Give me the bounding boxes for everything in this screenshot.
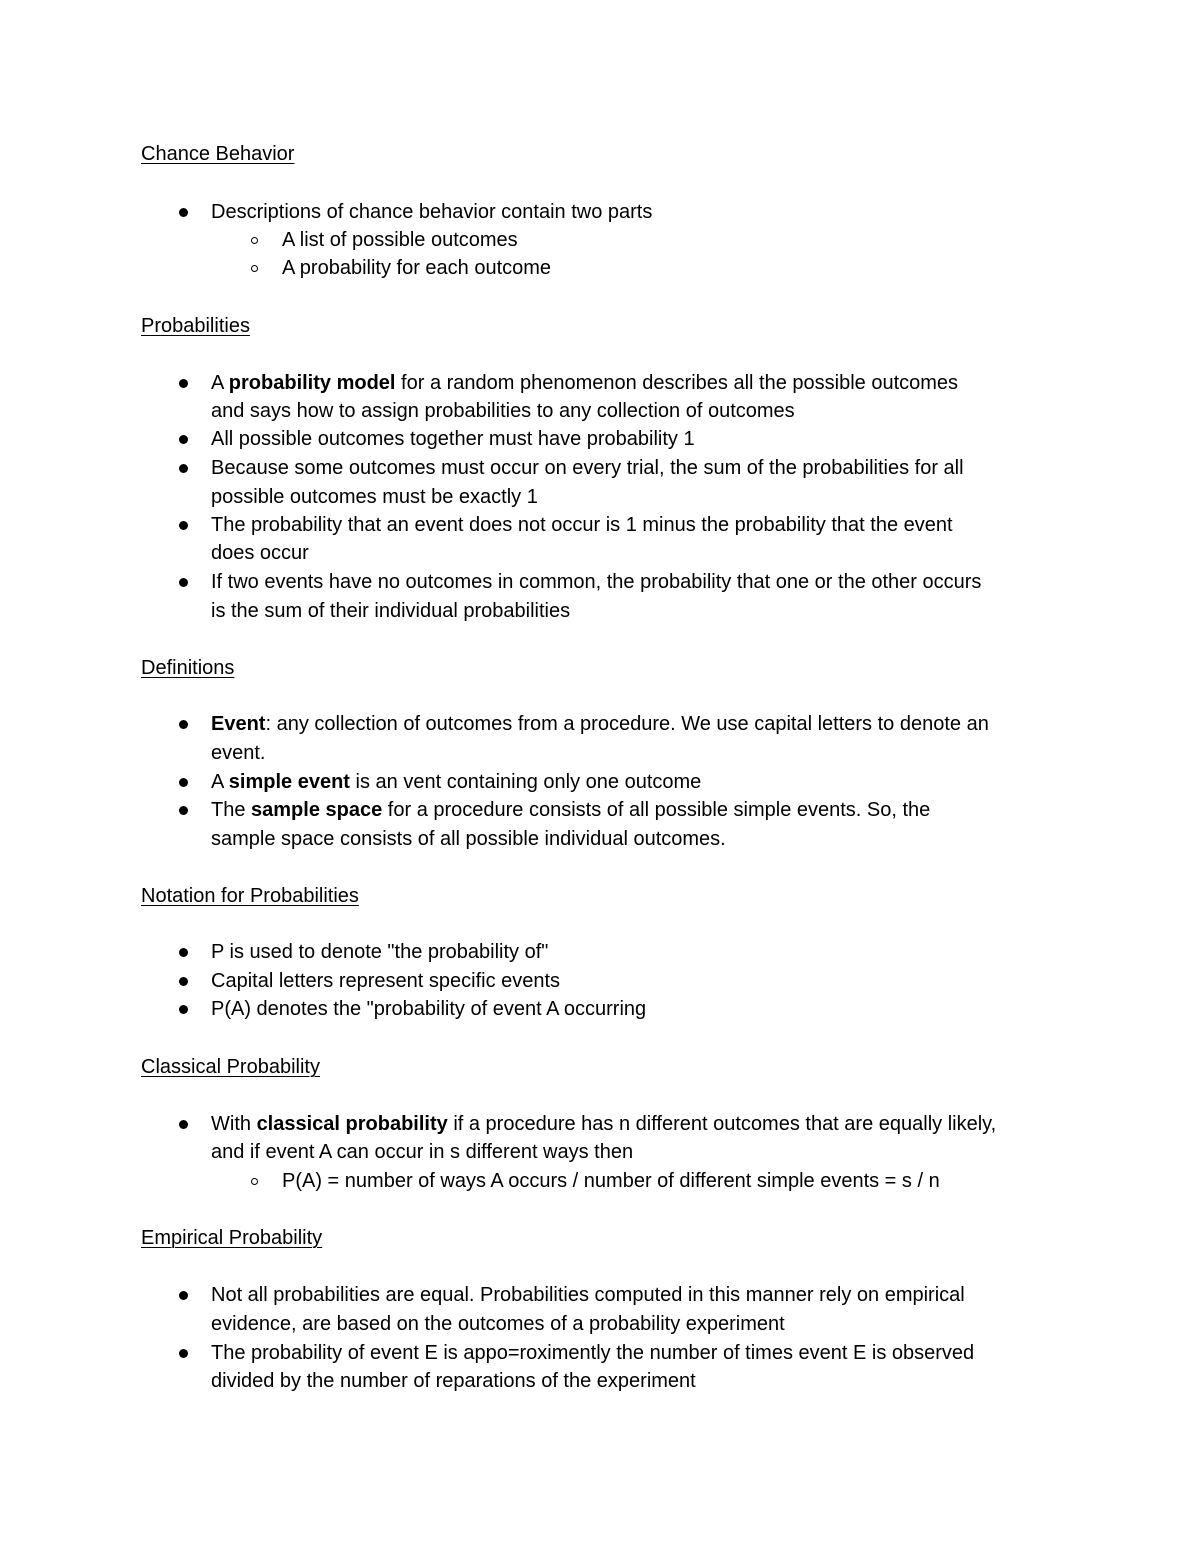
list-item: The probability of event E is appo=roximently the number of times event E is observed [211, 1342, 975, 1364]
bullet-disc-icon [179, 379, 188, 388]
inline-text: : any collection of outcomes from a procedure. We use capital letters to denote an [265, 713, 989, 735]
section-heading-definitions: Definitions [141, 657, 235, 679]
list-item: Capital letters represent specific events [211, 970, 561, 992]
bullet-disc-icon [179, 948, 188, 957]
inline-text: for a procedure consists of all possible simple events. So, the [382, 799, 931, 821]
bullet-disc-icon [179, 720, 188, 729]
bullet-disc-icon [179, 464, 188, 473]
list-item-continuation: possible outcomes must be exactly 1 [211, 486, 538, 508]
list-item [211, 796, 930, 824]
list-item [211, 710, 989, 738]
list-item-continuation: divided by the number of reparations of the experiment [211, 1370, 696, 1392]
list-item [211, 768, 701, 796]
sub-list-item: P(A) = number of ways A occurs / number of different simple events = s / n [282, 1170, 940, 1192]
list-item-continuation: does occur [211, 542, 309, 564]
inline-text: A [211, 372, 229, 394]
inline-text: is an vent containing only one outcome [349, 771, 702, 793]
bullet-disc-icon [179, 977, 188, 986]
bold-term: probability model [228, 372, 396, 394]
bold-term: sample space [251, 799, 383, 821]
inline-text: A [211, 771, 229, 793]
section-heading-classical: Classical Probability [141, 1056, 320, 1078]
bullet-circle-icon [251, 265, 258, 272]
inline-text: With [211, 1113, 257, 1135]
list-item: If two events have no outcomes in common, the probability that one or the other occurs [211, 571, 982, 593]
list-item-continuation: and if event A can occur in s different ways then [211, 1141, 634, 1163]
bullet-circle-icon [251, 237, 258, 244]
bullet-disc-icon [179, 208, 188, 217]
bullet-disc-icon [179, 1120, 188, 1129]
bullet-disc-icon [179, 435, 188, 444]
list-item-continuation: sample space consists of all possible individual outcomes. [211, 828, 726, 850]
bullet-disc-icon [179, 578, 188, 587]
bold-term: Event [211, 713, 266, 735]
bullet-disc-icon [179, 1005, 188, 1014]
section-heading-chance-behavior: Chance Behavior [141, 143, 295, 165]
list-item-continuation: is the sum of their individual probabilities [211, 600, 571, 622]
inline-text: The [211, 799, 252, 821]
bullet-circle-icon [251, 1178, 258, 1185]
list-item-continuation: event. [211, 742, 266, 764]
list-item: Not all probabilities are equal. Probabilities computed in this manner rely on empirical [211, 1284, 965, 1306]
list-item [211, 1110, 996, 1138]
inline-text: if a procedure has n different outcomes that are equally likely, [447, 1113, 997, 1135]
sub-list-item: A list of possible outcomes [282, 229, 518, 251]
inline-text: for a random phenomenon describes all the possible outcomes [395, 372, 959, 394]
list-item [211, 369, 958, 397]
list-item: P is used to denote "the probability of" [211, 941, 549, 963]
list-item: P(A) denotes the "probability of event A occurring [211, 998, 647, 1020]
sub-list-item: A probability for each outcome [282, 257, 552, 279]
list-item-continuation: and says how to assign probabilities to any collection of outcomes [211, 400, 795, 422]
list-item-continuation: evidence, are based on the outcomes of a probability experiment [211, 1313, 785, 1335]
list-item: Descriptions of chance behavior contain two parts [211, 201, 653, 223]
list-item: The probability that an event does not occur is 1 minus the probability that the event [211, 514, 953, 536]
section-heading-probabilities: Probabilities [141, 315, 250, 337]
section-heading-empirical: Empirical Probability [141, 1227, 323, 1249]
bullet-disc-icon [179, 806, 188, 815]
bold-term: simple event [228, 771, 350, 793]
bold-term: classical probability [256, 1113, 448, 1135]
bullet-disc-icon [179, 521, 188, 530]
bullet-disc-icon [179, 778, 188, 787]
list-item: Because some outcomes must occur on every trial, the sum of the probabilities for all [211, 457, 964, 479]
list-item: All possible outcomes together must have probability 1 [211, 428, 695, 450]
bullet-disc-icon [179, 1291, 188, 1300]
section-heading-notation: Notation for Probabilities [141, 885, 359, 907]
bullet-disc-icon [179, 1349, 188, 1358]
